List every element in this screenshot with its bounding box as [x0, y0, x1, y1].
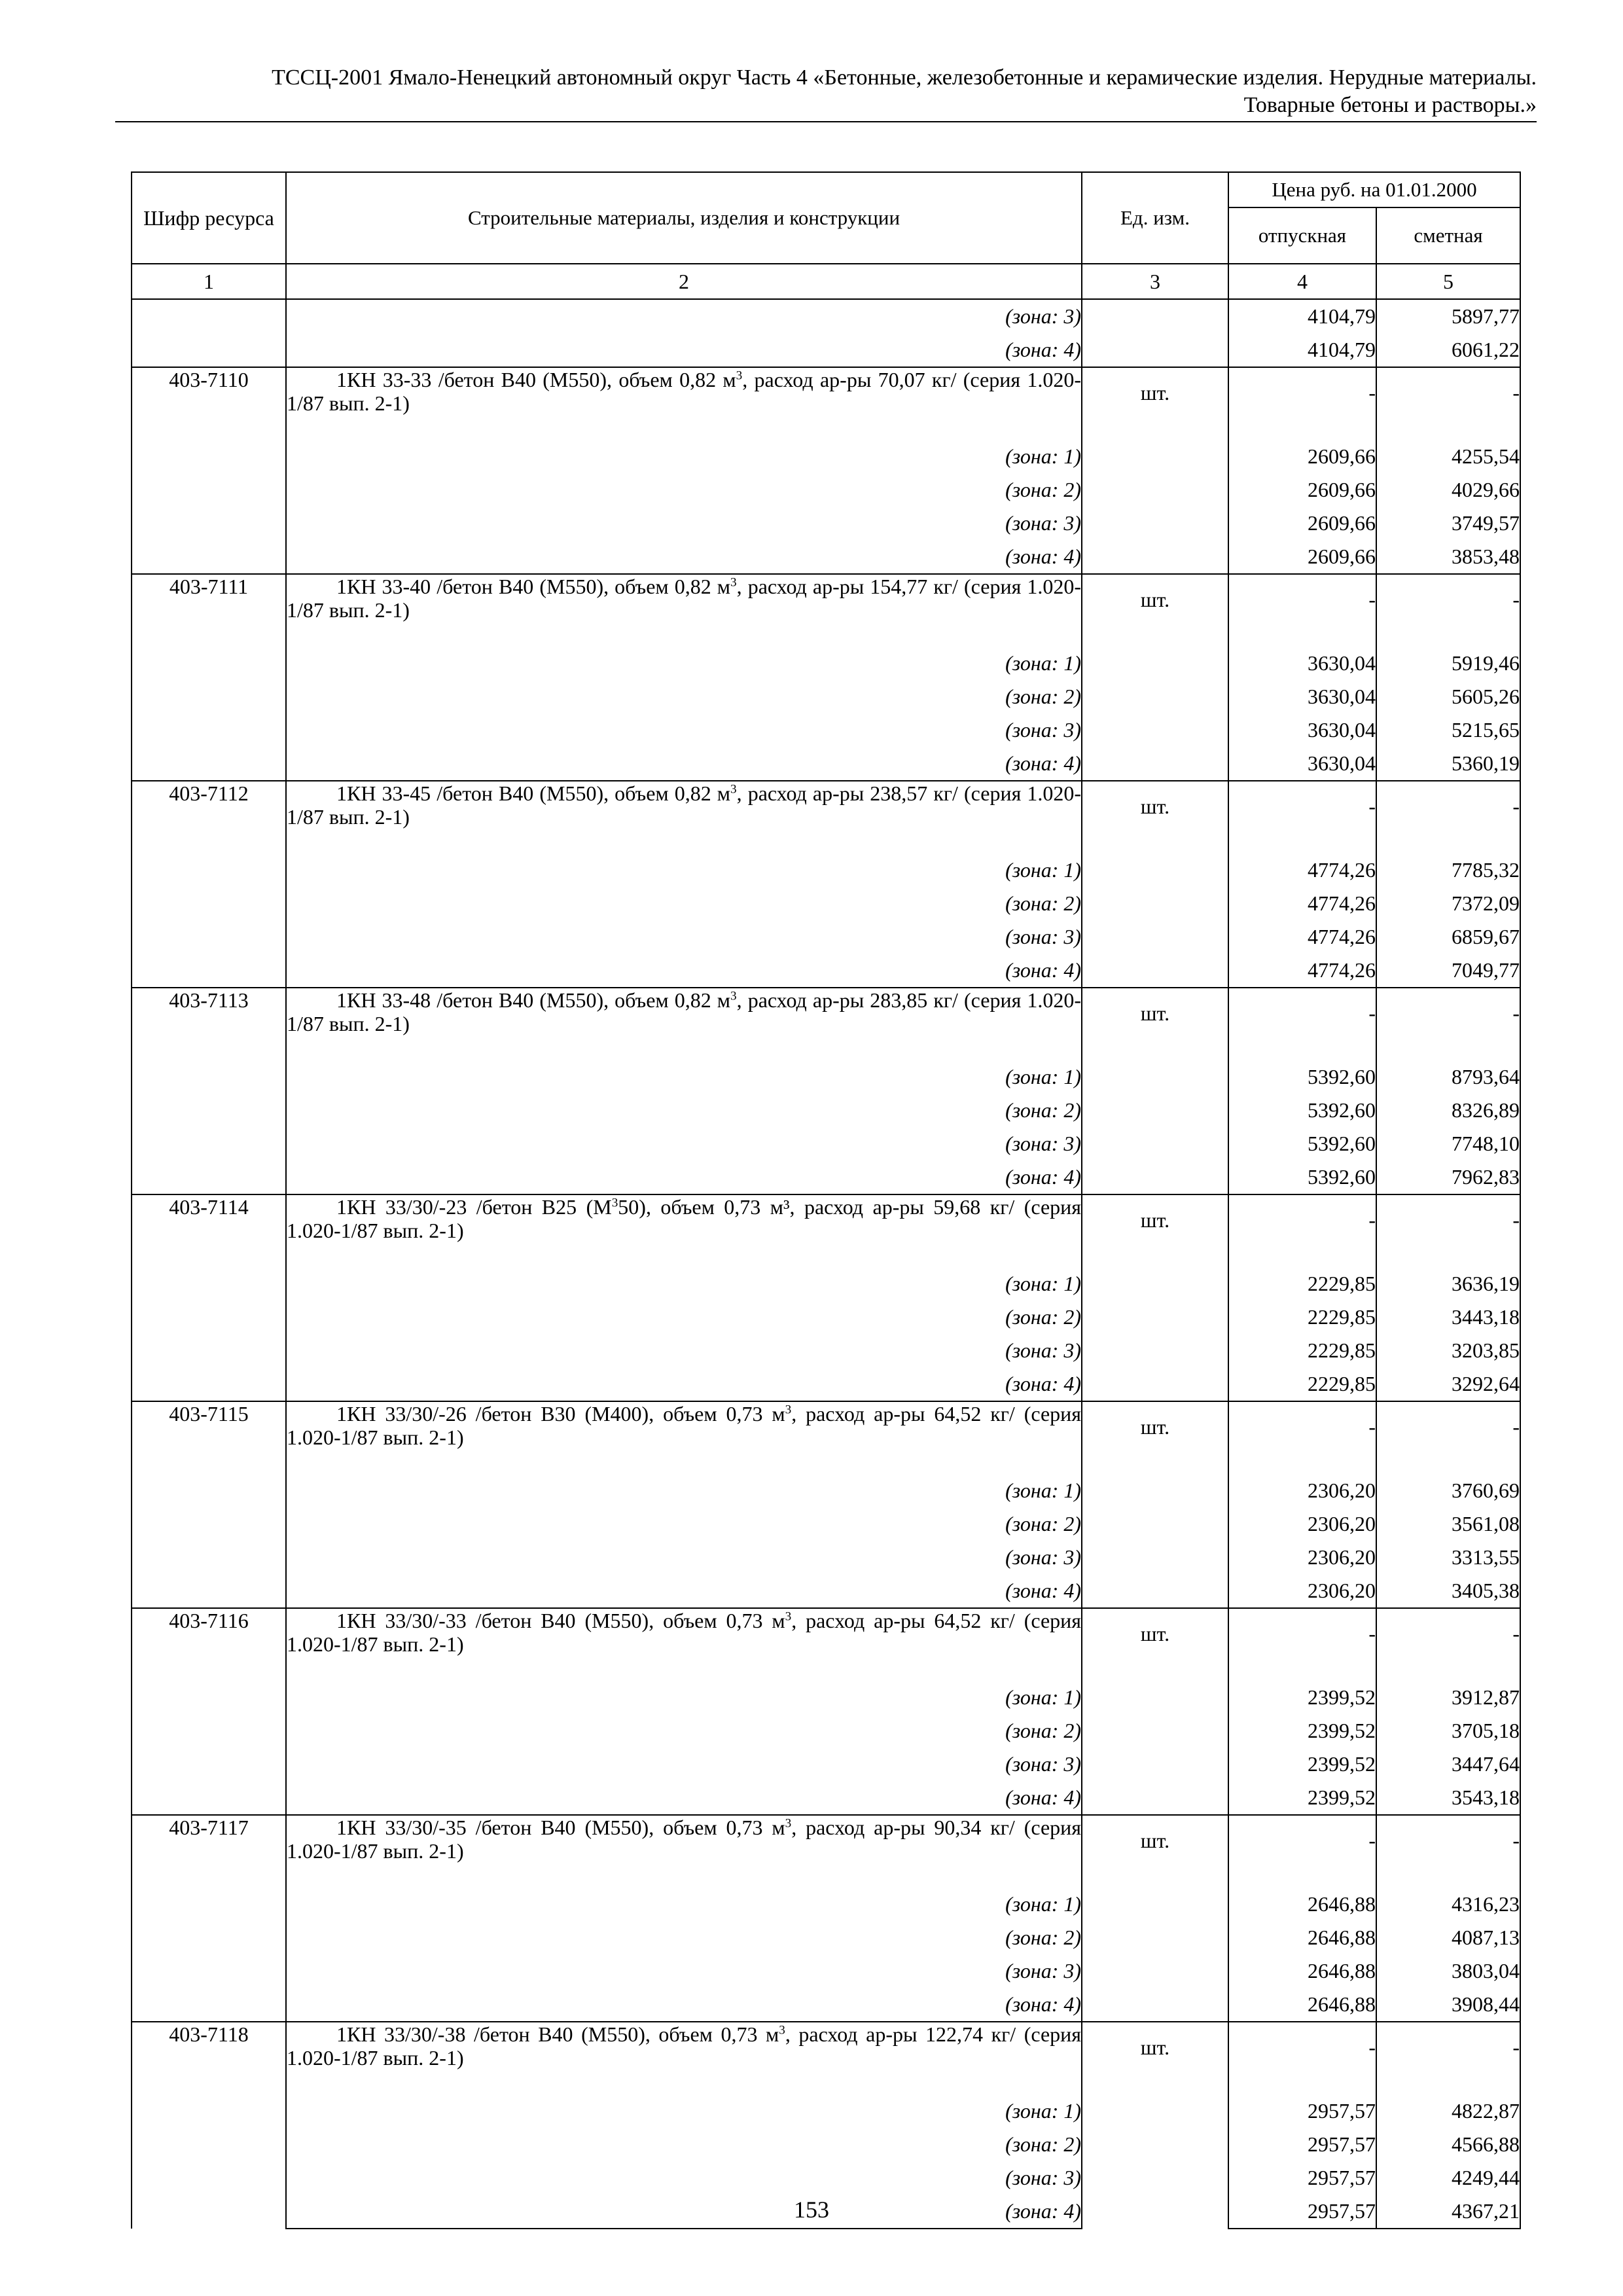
zone-label: (зона: 2) — [286, 473, 1082, 507]
release-price: 2609,66 — [1228, 473, 1376, 507]
table-row — [132, 1781, 1520, 1815]
table-row — [132, 1681, 1520, 1714]
description-text: 1КН 33/30/-33 /бетон В40 (М550), объем 0,73 м — [336, 1609, 785, 1632]
table-row — [132, 1541, 1520, 1574]
zone-label: (зона: 1) — [286, 1474, 1082, 1507]
estimate-price: 5897,77 — [1376, 299, 1520, 333]
col-code-header: Шифр ресурса — [132, 172, 286, 264]
estimate-price: 5605,26 — [1376, 680, 1520, 713]
header-line-2: Товарные бетоны и растворы.» — [1243, 93, 1537, 117]
release-price: 4104,79 — [1228, 299, 1376, 333]
release-price: 2646,88 — [1228, 1954, 1376, 1988]
release-price: - — [1228, 988, 1376, 1060]
description-text: 1КН 33/30/-26 /бетон В30 (М400), объем 0,73 м — [336, 1402, 785, 1426]
description-text: 1КН 33/30/-23 /бетон В25 (М — [336, 1195, 612, 1219]
resource-code: 403-7112 — [132, 781, 286, 988]
table-row — [132, 1815, 1520, 1888]
estimate-price: 3760,69 — [1376, 1474, 1520, 1507]
description-text: 50), объем 0,73 м³, расход ар-ры 59,68 кг/ (серия 1.020-1/87 вып. 2-1) — [287, 1195, 1082, 1242]
table-row — [132, 2161, 1520, 2195]
release-price: 2306,20 — [1228, 1507, 1376, 1541]
estimate-price: 4566,88 — [1376, 2128, 1520, 2161]
table-row — [132, 1060, 1520, 1094]
zone-label: (зона: 2) — [286, 1300, 1082, 1334]
col-number-3: 3 — [1082, 264, 1228, 299]
unit-cell: шт. — [1082, 2022, 1228, 2229]
zone-label: (зона: 4) — [286, 1988, 1082, 2022]
estimate-price: 6061,22 — [1376, 333, 1520, 367]
release-price: 4774,26 — [1228, 954, 1376, 988]
resource-code: 403-7118 — [132, 2022, 286, 2229]
estimate-price: - — [1376, 1608, 1520, 1681]
unit-cell — [1082, 333, 1228, 367]
zone-label: (зона: 2) — [286, 680, 1082, 713]
release-price: 2306,20 — [1228, 1574, 1376, 1608]
zone-label: (зона: 4) — [286, 747, 1082, 781]
description-text: , расход ар-ры 122,74 кг/ (серия 1.020-1/87 вып. 2-1) — [287, 2022, 1082, 2070]
table-row — [132, 1507, 1520, 1541]
zone-label: (зона: 3) — [286, 507, 1082, 540]
table-row — [132, 954, 1520, 988]
release-price: 5392,60 — [1228, 1060, 1376, 1094]
estimate-price: 3405,38 — [1376, 1574, 1520, 1608]
material-description — [286, 781, 1082, 853]
superscript: 3 — [611, 1196, 618, 1210]
table-row — [132, 1127, 1520, 1160]
release-price: 3630,04 — [1228, 713, 1376, 747]
table-row — [132, 713, 1520, 747]
table-row — [132, 540, 1520, 574]
unit-cell: шт. — [1082, 367, 1228, 574]
estimate-price: 7785,32 — [1376, 853, 1520, 887]
table-row — [132, 574, 1520, 647]
estimate-price: 3203,85 — [1376, 1334, 1520, 1367]
description-text: 1КН 33-40 /бетон В40 (М550), объем 0,82 м — [336, 575, 731, 598]
table-row — [132, 920, 1520, 954]
estimate-price: - — [1376, 1194, 1520, 1267]
description-text: 1КН 33-33 /бетон В40 (М550), объем 0,82 м — [336, 368, 736, 391]
zone-label: (зона: 1) — [286, 1267, 1082, 1300]
release-price: 2957,57 — [1228, 2161, 1376, 2195]
zone-label: (зона: 3) — [286, 299, 1082, 333]
estimate-price: 4367,21 — [1376, 2195, 1520, 2229]
estimate-price: 4029,66 — [1376, 473, 1520, 507]
material-description — [286, 1401, 1082, 1474]
release-price: 4774,26 — [1228, 853, 1376, 887]
material-description — [286, 1815, 1082, 1888]
estimate-price: 4255,54 — [1376, 440, 1520, 473]
material-description — [286, 367, 1082, 440]
release-price: 2229,85 — [1228, 1334, 1376, 1367]
table-row — [132, 680, 1520, 713]
release-price: 3630,04 — [1228, 747, 1376, 781]
header-line-1: ТССЦ-2001 Ямало-Ненецкий автономный округ Часть 4 «Бетонные, железобетонные и керамические изделия. Нерудные материалы. — [272, 65, 1537, 90]
release-price: 2646,88 — [1228, 1921, 1376, 1954]
resource-code: 403-7113 — [132, 988, 286, 1194]
release-price: - — [1228, 574, 1376, 647]
estimate-price: - — [1376, 2022, 1520, 2094]
table-row — [132, 1267, 1520, 1300]
superscript: 3 — [779, 2023, 785, 2037]
estimate-price: 5360,19 — [1376, 747, 1520, 781]
release-price: 2306,20 — [1228, 1474, 1376, 1507]
release-price: 2229,85 — [1228, 1267, 1376, 1300]
zone-label: (зона: 1) — [286, 647, 1082, 680]
table-row — [132, 1474, 1520, 1507]
zone-label: (зона: 1) — [286, 1888, 1082, 1921]
unit-cell — [1082, 299, 1228, 333]
table-row — [132, 747, 1520, 781]
material-description — [286, 1608, 1082, 1681]
unit-cell: шт. — [1082, 1194, 1228, 1401]
material-description — [286, 988, 1082, 1060]
description-text: , расход ар-ры 64,52 кг/ (серия 1.020-1/87 вып. 2-1) — [287, 1609, 1081, 1656]
estimate-price: 7962,83 — [1376, 1160, 1520, 1194]
table-row — [132, 1334, 1520, 1367]
estimate-price: 3705,18 — [1376, 1714, 1520, 1748]
code-cell — [132, 333, 286, 367]
resource-code: 403-7114 — [132, 1194, 286, 1401]
table-row — [132, 781, 1520, 853]
table-row — [132, 2094, 1520, 2128]
col-unit-header: Ед. изм. — [1082, 172, 1228, 264]
superscript: 3 — [730, 989, 737, 1003]
release-price: 2399,52 — [1228, 1748, 1376, 1781]
zone-label: (зона: 4) — [286, 1781, 1082, 1815]
release-price: 2957,57 — [1228, 2094, 1376, 2128]
unit-cell: шт. — [1082, 988, 1228, 1194]
superscript: 3 — [785, 1816, 792, 1831]
zone-label: (зона: 3) — [286, 2161, 1082, 2195]
zone-label: (зона: 3) — [286, 1127, 1082, 1160]
table-row — [132, 647, 1520, 680]
estimate-price: 3908,44 — [1376, 1988, 1520, 2022]
col-estimate-header: сметная — [1376, 207, 1520, 264]
release-price: 5392,60 — [1228, 1160, 1376, 1194]
description-text: , расход ар-ры 154,77 кг/ (серия 1.020-1/87 вып. 2-1) — [287, 575, 1081, 622]
estimate-price: 3803,04 — [1376, 1954, 1520, 1988]
col-number-5: 5 — [1376, 264, 1520, 299]
table-row — [132, 1160, 1520, 1194]
resource-code: 403-7115 — [132, 1401, 286, 1608]
estimate-price: 3749,57 — [1376, 507, 1520, 540]
resource-code: 403-7117 — [132, 1815, 286, 2022]
description-text: 1КН 33-45 /бетон В40 (М550), объем 0,82 м — [336, 781, 731, 805]
material-description — [286, 1194, 1082, 1267]
estimate-price: 7372,09 — [1376, 887, 1520, 920]
release-price: 2306,20 — [1228, 1541, 1376, 1574]
estimate-price: 5215,65 — [1376, 713, 1520, 747]
price-table — [131, 171, 1521, 2229]
page-header — [115, 64, 1537, 119]
estimate-price: 6859,67 — [1376, 920, 1520, 954]
material-description — [286, 574, 1082, 647]
estimate-price: 5919,46 — [1376, 647, 1520, 680]
header-rule — [115, 121, 1537, 122]
estimate-price: 7049,77 — [1376, 954, 1520, 988]
zone-label: (зона: 3) — [286, 713, 1082, 747]
zone-label: (зона: 4) — [286, 954, 1082, 988]
resource-code: 403-7111 — [132, 574, 286, 781]
zone-label: (зона: 1) — [286, 2094, 1082, 2128]
estimate-price: 4316,23 — [1376, 1888, 1520, 1921]
estimate-price: 8793,64 — [1376, 1060, 1520, 1094]
table-row — [132, 1954, 1520, 1988]
release-price: - — [1228, 1194, 1376, 1267]
description-text: , расход ар-ры 283,85 кг/ (серия 1.020-1/87 вып. 2-1) — [287, 988, 1081, 1035]
estimate-price: 4087,13 — [1376, 1921, 1520, 1954]
table-row — [132, 440, 1520, 473]
col-name-header: Строительные материалы, изделия и конструкции — [286, 172, 1082, 264]
table-row — [132, 2128, 1520, 2161]
estimate-price: - — [1376, 988, 1520, 1060]
resource-code: 403-7110 — [132, 367, 286, 574]
table-row — [132, 853, 1520, 887]
release-price: 4104,79 — [1228, 333, 1376, 367]
table-row — [132, 1748, 1520, 1781]
zone-label: (зона: 2) — [286, 1714, 1082, 1748]
description-text: 1КН 33/30/-35 /бетон В40 (М550), объем 0,73 м — [336, 1816, 785, 1839]
description-text: , расход ар-ры 90,34 кг/ (серия 1.020-1/87 вып. 2-1) — [287, 1816, 1081, 1863]
col-number-4: 4 — [1228, 264, 1376, 299]
table-row — [132, 988, 1520, 1060]
table-row — [132, 1300, 1520, 1334]
estimate-price: 3447,64 — [1376, 1748, 1520, 1781]
table-row — [132, 1094, 1520, 1127]
table-row — [132, 299, 1520, 333]
release-price: 2609,66 — [1228, 440, 1376, 473]
estimate-price: 4249,44 — [1376, 2161, 1520, 2195]
estimate-price: 3912,87 — [1376, 1681, 1520, 1714]
table-row — [132, 507, 1520, 540]
description-text: , расход ар-ры 64,52 кг/ (серия 1.020-1/87 вып. 2-1) — [287, 1402, 1081, 1449]
zone-label: (зона: 3) — [286, 920, 1082, 954]
estimate-price: 7748,10 — [1376, 1127, 1520, 1160]
estimate-price: 3636,19 — [1376, 1267, 1520, 1300]
code-cell — [132, 299, 286, 333]
release-price: 5392,60 — [1228, 1127, 1376, 1160]
table-row — [132, 473, 1520, 507]
superscript: 3 — [736, 368, 743, 383]
zone-label: (зона: 1) — [286, 1681, 1082, 1714]
release-price: 2957,57 — [1228, 2128, 1376, 2161]
zone-label: (зона: 2) — [286, 1507, 1082, 1541]
resource-code: 403-7116 — [132, 1608, 286, 1815]
description-text: 1КН 33-48 /бетон В40 (М550), объем 0,82 м — [336, 988, 731, 1012]
table-row — [132, 1921, 1520, 1954]
estimate-price: 3292,64 — [1376, 1367, 1520, 1401]
release-price: - — [1228, 367, 1376, 440]
zone-label: (зона: 2) — [286, 1921, 1082, 1954]
zone-label: (зона: 3) — [286, 1748, 1082, 1781]
zone-label: (зона: 2) — [286, 887, 1082, 920]
table-row — [132, 1574, 1520, 1608]
zone-label: (зона: 3) — [286, 1541, 1082, 1574]
unit-cell: шт. — [1082, 1608, 1228, 1815]
estimate-price: - — [1376, 1401, 1520, 1474]
release-price: 2646,88 — [1228, 1888, 1376, 1921]
release-price: - — [1228, 1401, 1376, 1474]
release-price: - — [1228, 2022, 1376, 2094]
estimate-price: 3543,18 — [1376, 1781, 1520, 1815]
superscript: 3 — [730, 782, 737, 797]
material-description — [286, 2022, 1082, 2094]
release-price: 2646,88 — [1228, 1988, 1376, 2022]
table-row — [132, 1714, 1520, 1748]
estimate-price: - — [1376, 1815, 1520, 1888]
zone-label: (зона: 3) — [286, 1334, 1082, 1367]
table-row — [132, 1194, 1520, 1267]
col-release-header: отпускная — [1228, 207, 1376, 264]
table-row — [132, 887, 1520, 920]
estimate-price: - — [1376, 367, 1520, 440]
unit-cell: шт. — [1082, 1401, 1228, 1608]
release-price: 4774,26 — [1228, 887, 1376, 920]
estimate-price: 3561,08 — [1376, 1507, 1520, 1541]
table-body — [132, 299, 1520, 2229]
superscript: 3 — [785, 1609, 792, 1624]
superscript: 3 — [730, 575, 737, 590]
table-row — [132, 1988, 1520, 2022]
release-price: 2609,66 — [1228, 540, 1376, 574]
unit-cell: шт. — [1082, 1815, 1228, 2022]
release-price: 4774,26 — [1228, 920, 1376, 954]
release-price: 2399,52 — [1228, 1781, 1376, 1815]
zone-label: (зона: 2) — [286, 1094, 1082, 1127]
table-row — [132, 1367, 1520, 1401]
superscript: 3 — [785, 1403, 792, 1417]
release-price: - — [1228, 1815, 1376, 1888]
zone-label: (зона: 4) — [286, 2195, 1082, 2229]
zone-label: (зона: 1) — [286, 1060, 1082, 1094]
release-price: 2229,85 — [1228, 1367, 1376, 1401]
zone-label: (зона: 4) — [286, 1160, 1082, 1194]
estimate-price: 4822,87 — [1376, 2094, 1520, 2128]
col-number-2: 2 — [286, 264, 1082, 299]
unit-cell: шт. — [1082, 574, 1228, 781]
zone-label: (зона: 4) — [286, 540, 1082, 574]
estimate-price: - — [1376, 574, 1520, 647]
zone-label: (зона: 4) — [286, 1574, 1082, 1608]
release-price: 2229,85 — [1228, 1300, 1376, 1334]
unit-cell: шт. — [1082, 781, 1228, 988]
table-row — [132, 333, 1520, 367]
col-number-1: 1 — [132, 264, 286, 299]
zone-label: (зона: 3) — [286, 1954, 1082, 1988]
release-price: 2609,66 — [1228, 507, 1376, 540]
estimate-price: 3443,18 — [1376, 1300, 1520, 1334]
table-row — [132, 1888, 1520, 1921]
table-row — [132, 367, 1520, 440]
estimate-price: 3853,48 — [1376, 540, 1520, 574]
page-number: 153 — [794, 2197, 829, 2223]
table-row — [132, 1401, 1520, 1474]
estimate-price: 8326,89 — [1376, 1094, 1520, 1127]
zone-label: (зона: 1) — [286, 853, 1082, 887]
release-price: - — [1228, 781, 1376, 853]
description-text: , расход ар-ры 238,57 кг/ (серия 1.020-1/87 вып. 2-1) — [287, 781, 1081, 829]
description-text: 1КН 33/30/-38 /бетон В40 (М550), объем 0,73 м — [336, 2022, 779, 2046]
description-text: , расход ар-ры 70,07 кг/ (серия 1.020-1/87 вып. 2-1) — [287, 368, 1082, 415]
zone-label: (зона: 1) — [286, 440, 1082, 473]
table-row — [132, 1608, 1520, 1681]
col-price-header: Цена руб. на 01.01.2000 — [1228, 172, 1520, 207]
estimate-price: - — [1376, 781, 1520, 853]
table-row — [132, 2022, 1520, 2094]
release-price: 2399,52 — [1228, 1681, 1376, 1714]
release-price: 5392,60 — [1228, 1094, 1376, 1127]
zone-label: (зона: 4) — [286, 1367, 1082, 1401]
zone-label: (зона: 2) — [286, 2128, 1082, 2161]
release-price: 2399,52 — [1228, 1714, 1376, 1748]
estimate-price: 3313,55 — [1376, 1541, 1520, 1574]
release-price: 3630,04 — [1228, 680, 1376, 713]
release-price: - — [1228, 1608, 1376, 1681]
release-price: 2957,57 — [1228, 2195, 1376, 2229]
zone-label: (зона: 4) — [286, 333, 1082, 367]
release-price: 3630,04 — [1228, 647, 1376, 680]
